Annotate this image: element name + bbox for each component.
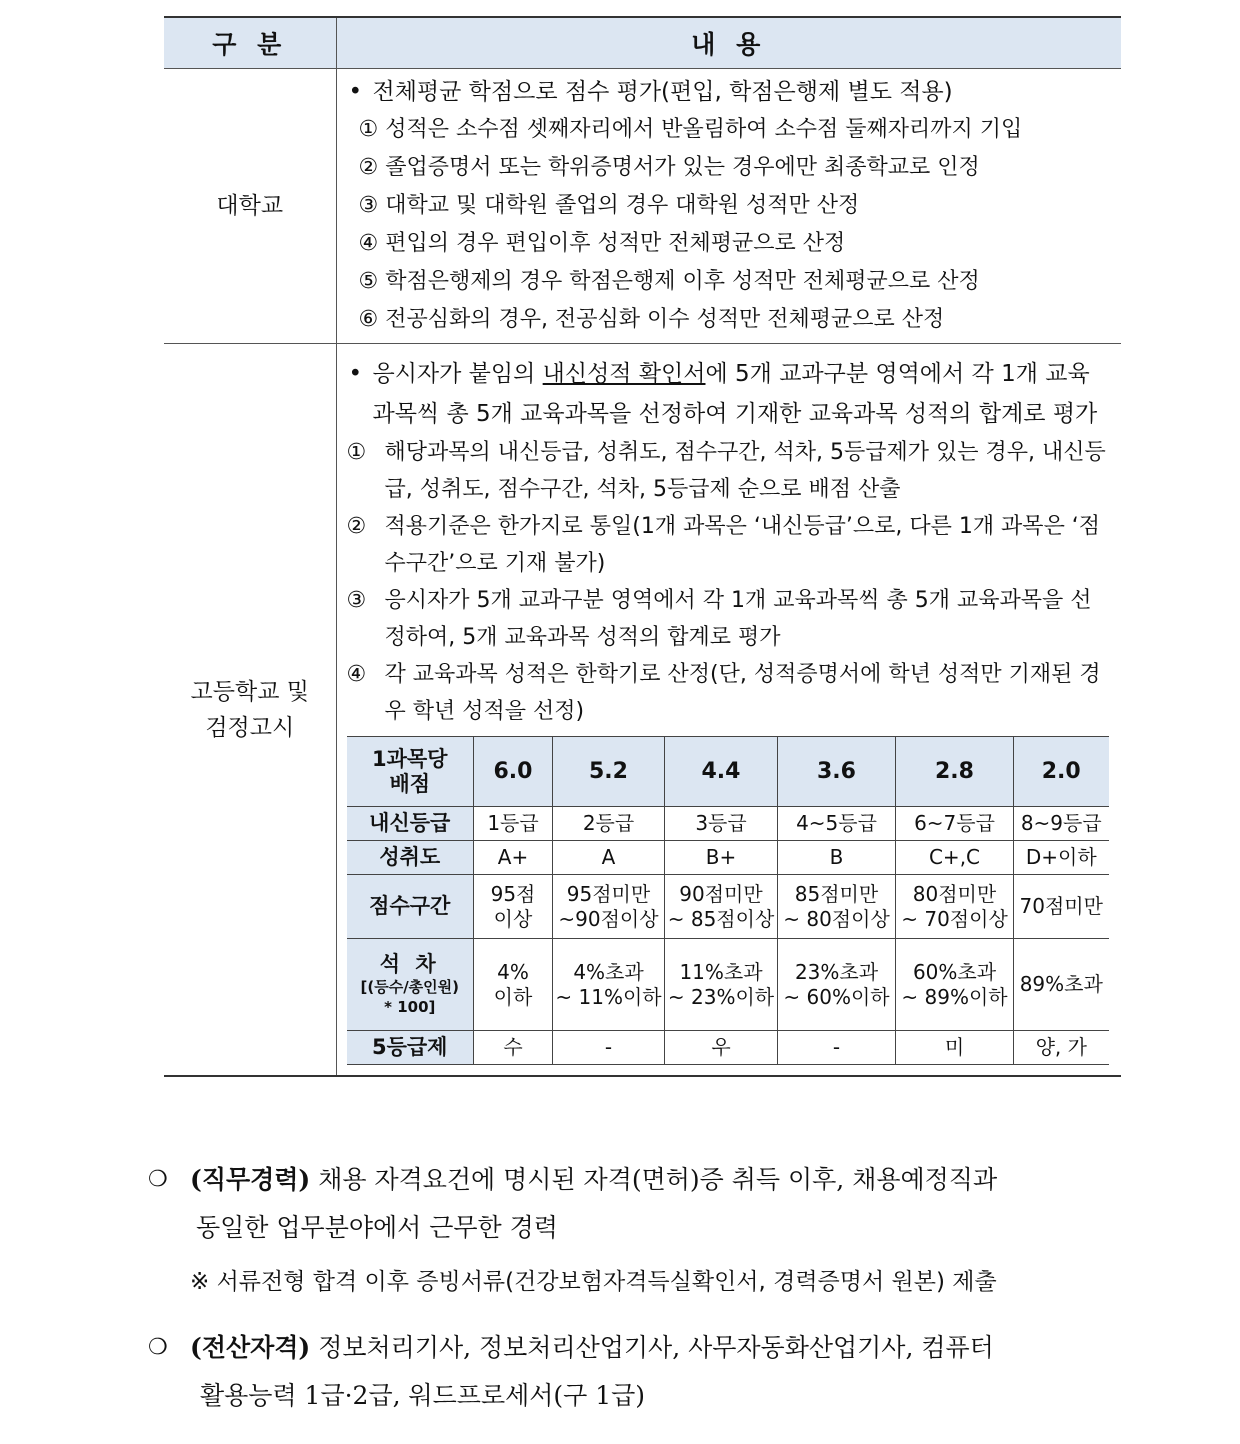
circle-bullet-icon: ❍ [148,1335,168,1360]
achievement-cell: B+ [665,841,778,875]
highschool-item: ④ 각 교육과목 성적은 한학기로 산정(단, 성적증명서에 학년 성적만 기재된 경우 학년 성적을 선정) [346,662,1101,724]
score-cell: 85점미만 ~ 80점이상 [778,875,896,939]
highschool-item: ② 적용기준은 한가지로 통일(1개 과목은 ‘내신등급’으로, 다른 1개 과목은 ‘점수구간’으로 기재 불가) [346,514,1101,576]
achievement-cell: D+이하 [1014,841,1109,875]
score-cell: 70점미만 [1014,875,1109,939]
university-item: ② 졸업증명서 또는 학위증명서가 있는 경우에만 최종학교로 인정 [358,155,980,180]
points-cell: 4.4 [665,737,778,807]
points-cell: 5.2 [553,737,665,807]
five-grade-cell: 우 [665,1031,778,1065]
university-item: ③ 대학교 및 대학원 졸업의 경우 대학원 성적만 산정 [358,193,860,218]
score-table [347,736,1109,1065]
university-item: ① 성적은 소수점 셋째자리에서 반올림하여 소수점 둘째자리까지 기입 [358,117,1023,142]
five-grade-label: 5등급제 [347,1031,474,1065]
achievement-cell: A [553,841,665,875]
rank-row [347,939,1109,1031]
five-grade-cell: 양, 가 [1014,1031,1109,1065]
achievement-label: 성취도 [347,841,474,875]
bullet-dot-icon: • [348,79,363,105]
header-row [164,17,1121,69]
grade-cell: 8~9등급 [1014,807,1109,841]
highschool-row [164,344,1121,1077]
career-note: ❍ (직무경력) 채용 자격요건에 명시된 자격(면허)증 취득 이후, 채용예정직과 동일한 업무분야에서 근무한 경력 [148,1156,1128,1252]
score-cell: 95점 이상 [474,875,553,939]
points-cell: 2.8 [896,737,1014,807]
main-table [164,16,1121,1077]
circle-bullet-icon: ❍ [148,1167,168,1192]
grade-cell: 4~5등급 [778,807,896,841]
career-sub-note: ※ 서류전형 합격 이후 증빙서류(건강보험자격득실확인서, 경력증명서 원본) 제출 [190,1269,997,1295]
points-cell: 6.0 [474,737,553,807]
bullet-dot-icon: • [348,361,363,387]
rank-cell: 89%초과 [1014,939,1109,1031]
five-grade-cell: - [553,1031,665,1065]
rank-label: 석 차 [(등수/총인원) * 100] [347,939,474,1031]
highschool-item: ③ 응시자가 5개 교과구분 영역에서 각 1개 교육과목씩 총 5개 교육과목을 선정하여, 5개 교육과목 성적의 합계로 평가 [346,588,1092,650]
achievement-cell: C+,C [896,841,1014,875]
header-content: 내 용 [336,17,1121,69]
score-cell: 90점미만 ~ 85점이상 [665,875,778,939]
highschool-bullet: • 응시자가 붙임의 내신성적 확인서에 5개 교과구분 영역에서 각 1개 교육과목씩 총 5개 교육과목을 선정하여 기재한 교육과목 성적의 합계로 평가 [347,354,1112,434]
rank-cell: 23%초과 ~ 60%이하 [778,939,896,1031]
achievement-cell: A+ [474,841,553,875]
grade-cell: 2등급 [553,807,665,841]
highschool-item: ① 해당과목의 내신등급, 성취도, 점수구간, 석차, 5등급제가 있는 경우, 내신등급, 성취도, 점수구간, 석차, 5등급제 순으로 배점 산출 [346,440,1106,502]
rank-cell: 4%초과 ~ 11%이하 [553,939,665,1031]
university-row [164,69,1121,344]
score-cell: 95점미만 ~90점이상 [553,875,665,939]
confirmation-doc-link-text: 내신성적 확인서 [542,361,706,387]
rank-cell: 60%초과 ~ 89%이하 [896,939,1014,1031]
grade-cell: 3등급 [665,807,778,841]
computer-title: (전산자격) [190,1333,311,1362]
grade-cell: 1등급 [474,807,553,841]
points-cell: 3.6 [778,737,896,807]
header-category: 구 분 [164,17,336,69]
grade-cell: 6~7등급 [896,807,1014,841]
score-label: 점수구간 [347,875,474,939]
points-row [347,737,1109,807]
achievement-row [347,841,1109,875]
score-cell: 80점미만 ~ 70점이상 [896,875,1014,939]
university-content [336,69,1121,344]
university-item: ④ 편입의 경우 편입이후 성적만 전체평균으로 산정 [358,231,846,256]
achievement-cell: B [778,841,896,875]
university-bullet: • 전체평균 학점으로 점수 평가(편입, 학점은행제 별도 적용) [347,73,1112,111]
five-grade-cell: 미 [896,1031,1014,1065]
rank-cell: 11%초과 ~ 23%이하 [665,939,778,1031]
university-label: 대학교 [164,69,336,344]
five-grade-cell: - [778,1031,896,1065]
computer-note: ❍ (전산자격) 정보처리기사, 정보처리산업기사, 사무자동화산업기사, 컴퓨터 활용능력 1급·2급, 워드프로세서(구 1급) [148,1324,1128,1420]
university-item: ⑤ 학점은행제의 경우 학점은행제 이후 성적만 전체평균으로 산정 [358,269,980,294]
notes-section [148,1156,1128,1420]
points-label: 1과목당 배점 [347,737,474,807]
points-cell: 2.0 [1014,737,1109,807]
career-title: (직무경력) [190,1165,311,1194]
university-item: ⑥ 전공심화의 경우, 전공심화 이수 성적만 전체평균으로 산정 [358,307,945,332]
score-row [347,875,1109,939]
five-grade-row [347,1031,1109,1065]
five-grade-cell: 수 [474,1031,553,1065]
rank-cell: 4% 이하 [474,939,553,1031]
highschool-content [336,344,1121,1077]
grade-row [347,807,1109,841]
highschool-label: 고등학교 및 검정고시 [164,344,336,1077]
grade-label: 내신등급 [347,807,474,841]
